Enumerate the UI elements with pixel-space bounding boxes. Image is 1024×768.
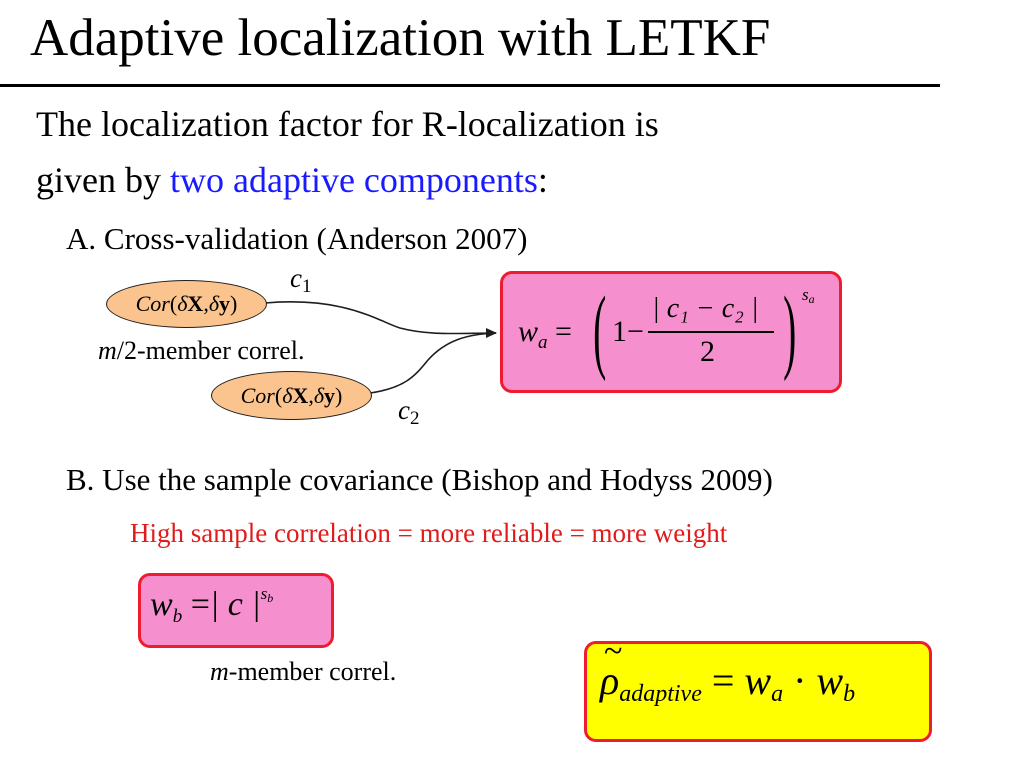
connector-c2: [370, 333, 496, 393]
connector-c1: [265, 302, 496, 334]
rho-formula: [600, 657, 855, 708]
wb-var: w: [816, 658, 844, 703]
wa-lhs: [518, 315, 572, 354]
intro-highlight: two adaptive components: [169, 160, 538, 200]
intro-line-2-prefix: given by: [36, 160, 170, 200]
c2-label: [398, 395, 419, 434]
full-member-text: -member correl.: [228, 657, 397, 686]
delta-x: δ: [282, 382, 293, 408]
wa-exponent: [802, 285, 815, 307]
exponent-subscript: b: [267, 591, 274, 605]
obs-y: y: [324, 382, 336, 408]
rho-subscript: adaptive: [619, 681, 702, 707]
cor-label: Cor: [135, 291, 170, 316]
delta-y: δ: [208, 291, 220, 316]
obs-y: y: [219, 291, 231, 316]
cor-label: Cor: [240, 382, 275, 408]
delta-x: δ: [177, 291, 188, 316]
paren-close: ): [335, 382, 343, 408]
w-var: w: [150, 586, 173, 623]
slide-title: Adaptive localization with LETKF: [30, 9, 771, 67]
wb-exponent: [261, 584, 274, 603]
intro-line-2-suffix: :: [537, 160, 548, 200]
state-x: X: [187, 291, 204, 316]
comma: ,: [203, 291, 209, 316]
wa-formula: [518, 278, 828, 382]
equals-sign: =: [555, 315, 572, 348]
half-member-text: /2-member correl.: [116, 336, 305, 365]
right-paren: ): [783, 278, 797, 382]
w-subscript: a: [538, 332, 548, 353]
exponent-s: s: [802, 285, 809, 304]
delta-y: δ: [313, 382, 325, 408]
connector-arrowhead: [486, 328, 497, 338]
equals-sign: =: [190, 586, 210, 623]
c1-label: [290, 263, 311, 302]
equals-sign: =: [711, 658, 735, 703]
paren-open: (: [169, 291, 178, 316]
abs-c: | c |: [209, 586, 261, 623]
correlation-ellipse-1: [106, 280, 267, 328]
wb-subscript: b: [843, 681, 856, 707]
state-x: X: [292, 382, 309, 408]
comma: ,: [308, 382, 314, 408]
wa-var: w: [744, 658, 772, 703]
fraction-denominator: 2: [700, 335, 715, 368]
m-var: m: [98, 336, 117, 365]
fraction-bar: [648, 331, 774, 333]
c2-var: c: [398, 395, 410, 425]
one-minus: [612, 315, 644, 349]
c1-subscript: 1: [301, 276, 312, 297]
full-member-note: [210, 657, 396, 687]
paren-open: (: [274, 382, 283, 408]
weight-highlight: High sample correlation = more reliable = more weight: [130, 518, 728, 548]
c1-var: c: [290, 263, 302, 293]
item-b-sample-covariance: B. Use the sample covariance (Bishop and Hodyss 2009): [66, 462, 773, 497]
item-a-cross-validation: A. Cross-validation (Anderson 2007): [66, 221, 528, 256]
fraction-numerator: | c₁ − c₂ |: [652, 293, 759, 324]
c2-subscript: 2: [409, 408, 420, 429]
w-subscript: b: [172, 606, 183, 627]
dot-operator: ·: [793, 658, 807, 703]
exponent-s: s: [260, 584, 268, 603]
paren-close: ): [230, 291, 238, 316]
left-paren: (: [593, 278, 607, 382]
exponent-subscript: a: [808, 292, 815, 306]
wb-formula: [150, 584, 273, 628]
correlation-ellipse-2: [211, 371, 372, 420]
one: 1: [612, 315, 627, 348]
w-var: w: [518, 315, 539, 348]
intro-line-1: The localization factor for R-localization is: [36, 104, 659, 144]
minus-sign: −: [627, 315, 644, 348]
rho-tilde: ~ ρ: [600, 657, 619, 704]
half-member-note: [98, 336, 304, 366]
m-var: m: [210, 657, 229, 686]
wa-subscript: a: [771, 681, 784, 707]
